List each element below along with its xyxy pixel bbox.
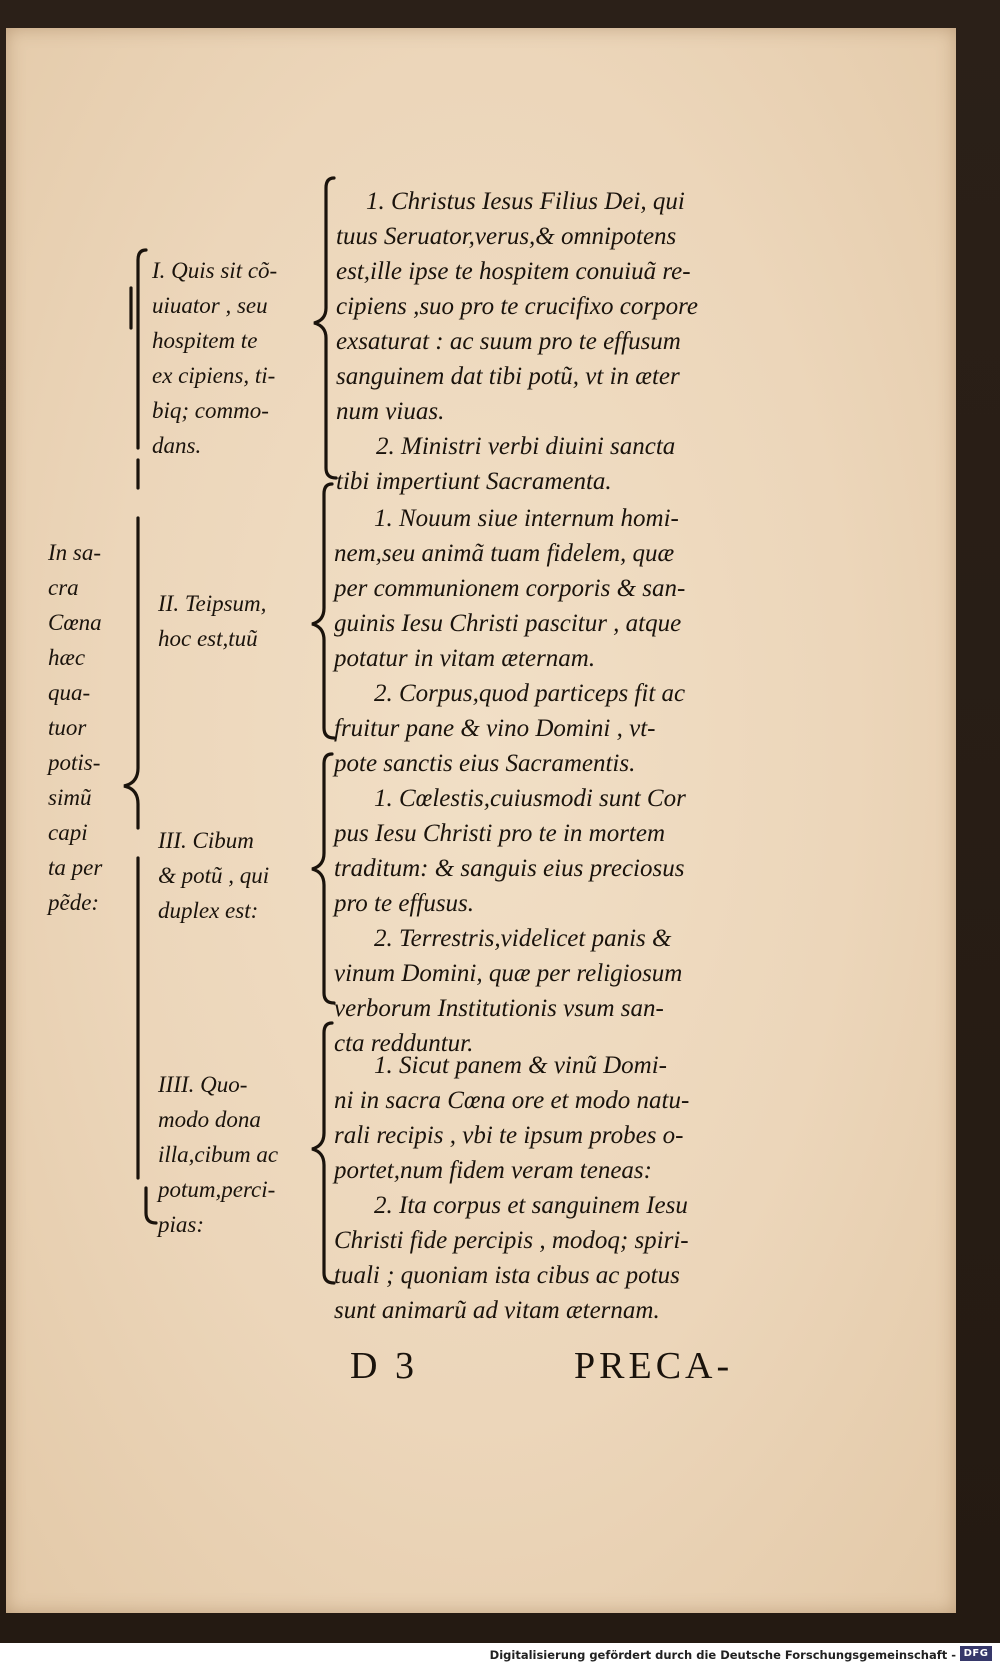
item-line: 1. Nouum siue internum homi- <box>374 505 679 532</box>
section-label-line: dans. <box>152 433 202 458</box>
section-label-line: II. Teipsum, <box>158 591 267 616</box>
section-label-line: & potũ , qui <box>158 863 270 888</box>
section-label-line: I. Quis sit cõ- <box>152 258 278 283</box>
item-line: 2. Ita corpus et sanguinem Iesu <box>374 1192 688 1219</box>
item-line: 1. Sicut panem & vinũ Domi- <box>374 1052 668 1079</box>
item-line: verborum Institutionis vsum san- <box>334 995 664 1022</box>
item-line: vinum Domini, quæ per religiosum <box>334 960 683 987</box>
item-line: 2. Terrestris,videlicet panis & <box>374 925 672 952</box>
item-line: portet,num fidem veram teneas: <box>334 1157 652 1184</box>
section-label-line: duplex est: <box>158 898 259 923</box>
side-label-line: tuor <box>48 715 87 740</box>
item-line: Christi fide percipis , modoq; spiri- <box>334 1227 689 1254</box>
section-label-line: uiuator , seu <box>152 293 268 318</box>
bracket-label-1 <box>138 250 146 448</box>
item-line: sanguinem dat tibi potũ, vt in æter <box>336 363 680 390</box>
section-label-line: hoc est,tuũ <box>158 626 258 651</box>
bracket-label-4 <box>146 1188 156 1223</box>
section-label-line: IIII. Quo- <box>158 1072 248 1097</box>
item-line: potatur in vitam æternam. <box>334 645 596 672</box>
section-label-line: modo dona <box>158 1107 261 1132</box>
item-line: tuali ; quoniam ista cibus ac potus <box>334 1262 680 1289</box>
book-page <box>6 28 956 1613</box>
side-label-line: cra <box>48 575 79 600</box>
item-line: rali recipis , vbi te ipsum probes o- <box>334 1122 684 1149</box>
dfg-logo: DFG <box>960 1646 992 1661</box>
item-line: 1. Christus Iesus Filius Dei, qui <box>366 188 685 215</box>
side-label-line: potis- <box>48 750 101 775</box>
signature-mark: D 3 <box>350 1345 418 1387</box>
item-line: cipiens ,suo pro te crucifixo corpore <box>336 293 698 320</box>
section-label-line: III. Cibum <box>158 828 254 853</box>
section-label-line: potum,perci- <box>158 1177 276 1202</box>
item-line: fruitur pane & vino Domini , vt- <box>334 715 656 742</box>
item-line: 1. Cœlestis,cuiusmodi sunt Cor <box>374 785 686 812</box>
side-label-line: In sa- <box>48 540 102 565</box>
bracket-items-2 <box>312 484 334 738</box>
side-label-line: qua- <box>48 680 91 705</box>
outer-bracket <box>124 460 138 1178</box>
item-line: traditum: & sanguis eius preciosus <box>334 855 685 882</box>
catchword: PRECA- <box>574 1345 734 1387</box>
item-line: est,ille ipse te hospitem conuiuã re- <box>336 258 691 285</box>
side-label-line: pẽde: <box>48 890 100 915</box>
section-label-line: hospitem te <box>152 328 258 353</box>
side-label-line: simũ <box>48 785 92 810</box>
item-line: 2. Corpus,quod particeps fit ac <box>374 680 686 707</box>
item-line: 2. Ministri verbi diuini sancta <box>376 433 676 460</box>
digitization-credit: Digitalisierung gefördert durch die Deutsche Forschungsgemeinschaft - <box>489 1648 956 1662</box>
section-label-line: biq; commo- <box>152 398 269 423</box>
section-label-line: ex cipiens, ti- <box>152 363 276 388</box>
item-line: sunt animarũ ad vitam æternam. <box>334 1297 660 1324</box>
bracket-items-1 <box>314 178 336 478</box>
item-line: per communionem corporis & san- <box>334 575 686 602</box>
item-line: num viuas. <box>336 398 445 425</box>
item-line: nem,seu animã tuam fidelem, quæ <box>334 540 675 567</box>
item-line: cta redduntur. <box>334 1030 474 1057</box>
item-line: ni in sacra Cœna ore et modo natu- <box>334 1087 690 1114</box>
section-label-line: pias: <box>158 1212 204 1237</box>
side-label-line: capi <box>48 820 88 845</box>
item-line: exsaturat : ac suum pro te effusum <box>336 328 681 355</box>
bracket-items-4 <box>312 1023 334 1283</box>
item-line: pro te effusus. <box>334 890 475 917</box>
bracket-items-3 <box>312 754 334 1003</box>
item-line: guinis Iesu Christi pascitur , atque <box>334 610 682 637</box>
item-line: pote sanctis eius Sacramentis. <box>334 750 636 777</box>
item-line: pus Iesu Christi pro te in mortem <box>334 820 666 847</box>
side-label-line: hæc <box>48 645 86 670</box>
side-label-line: Cœna <box>48 610 102 635</box>
side-label-line: ta per <box>48 855 103 880</box>
item-line: tibi impertiunt Sacramenta. <box>336 468 612 495</box>
section-label-line: illa,cibum ac <box>158 1142 279 1167</box>
item-line: tuus Seruator,verus,& omnipotens <box>336 223 677 250</box>
